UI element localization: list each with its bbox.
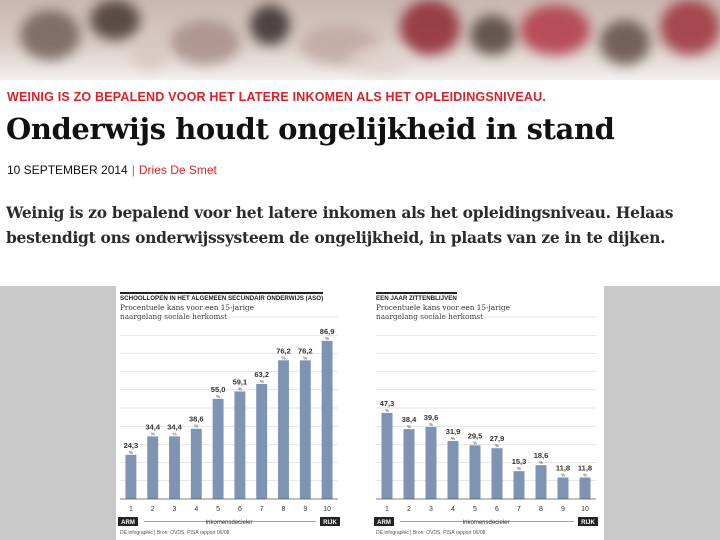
banner-photo-detail: [130, 40, 170, 70]
bar: [492, 448, 503, 499]
bar-value-label: 11,8: [577, 463, 593, 473]
bar-value-label: 15,3: [511, 457, 527, 467]
bar-unit-label: %: [560, 472, 566, 478]
bar-unit-label: %: [325, 335, 330, 341]
x-tick-label: 5: [473, 506, 477, 513]
bar-value-label: 24,3: [123, 440, 139, 450]
bar: [448, 441, 459, 499]
chart-zittenblijven-svg: [372, 289, 602, 539]
banner-photo-detail: [20, 10, 80, 60]
bar: [382, 413, 393, 499]
bar-value-label: 34,4: [145, 422, 161, 432]
bar-value-label: 39,6: [423, 412, 439, 422]
bar-value-label: 34,4: [167, 422, 182, 432]
bar: [147, 436, 158, 499]
banner-photo-detail: [350, 45, 410, 75]
x-tick-label: 3: [172, 506, 177, 513]
chart-aso-title: SCHOOLLOPEN IN HET ALGEMEEN SECUNDAIR ONDERWIJS (ASO): [120, 292, 323, 302]
bar: [256, 384, 267, 499]
bar: [169, 436, 180, 499]
bar: [580, 478, 591, 499]
banner-photo-detail: [660, 0, 720, 55]
banner-photo-detail: [470, 15, 515, 55]
end-label-arm: ARM: [377, 520, 391, 526]
bar-unit-label: %: [172, 431, 177, 437]
bar: [300, 360, 311, 499]
article-date: 10 SEPTEMBER 2014: [7, 163, 128, 177]
chart-aso-panel: [116, 289, 366, 539]
x-axis-label: Inkomensdecieler: [205, 520, 253, 526]
bar-value-label: 31,9: [445, 426, 461, 436]
bar-value-label: 18,6: [533, 451, 549, 461]
banner-photo-detail: [520, 5, 590, 55]
bar-unit-label: %: [428, 421, 434, 427]
byline-separator: |: [131, 163, 135, 177]
bar-unit-label: %: [237, 386, 242, 392]
x-axis-label: Inkomensdecieler: [462, 520, 510, 526]
bar-unit-label: %: [450, 435, 456, 441]
x-tick-label: 8: [539, 506, 543, 513]
bar-value-label: 55,0: [210, 384, 226, 394]
x-tick-label: 9: [561, 506, 565, 513]
x-tick-label: 2: [407, 506, 411, 513]
banner-photo-detail: [400, 0, 460, 55]
chart-zittenblijven-credit: DE infographic | Bron: OVDS, PISA rapport 06/08: [376, 530, 486, 536]
x-tick-label: 10: [581, 506, 589, 513]
bar-unit-label: %: [303, 355, 308, 361]
article-headline: Onderwijs houdt ongelijkheid in stand: [6, 112, 615, 146]
bar-unit-label: %: [582, 472, 588, 478]
bar-unit-label: %: [516, 466, 522, 472]
bar: [426, 427, 437, 499]
x-tick-label: 2: [150, 506, 155, 513]
infographic-side-right: [604, 286, 720, 540]
infographic-side-left: [0, 286, 116, 540]
end-label-arm: ARM: [121, 520, 135, 526]
banner-photo-detail: [90, 0, 140, 40]
x-tick-label: 3: [429, 506, 433, 513]
bar-value-label: 76,2: [297, 346, 313, 356]
x-tick-label: 4: [194, 506, 199, 513]
x-tick-label: 9: [303, 506, 308, 513]
article-kicker: WEINIG IS ZO BEPALEND VOOR HET LATERE INKOMEN ALS HET OPLEIDINGSNIVEAU.: [7, 90, 546, 104]
bar-value-label: 76,2: [276, 346, 291, 356]
banner-photo-detail: [170, 20, 240, 65]
bar-value-label: 47,3: [379, 398, 395, 408]
x-tick-label: 7: [259, 506, 264, 513]
x-tick-label: 6: [237, 506, 242, 513]
x-tick-label: 1: [385, 506, 389, 513]
x-tick-label: 6: [495, 506, 499, 513]
bar-unit-label: %: [150, 431, 155, 437]
bar-value-label: 38,6: [188, 414, 204, 424]
bar-value-label: 86,9: [319, 326, 335, 336]
bar-unit-label: %: [538, 460, 544, 466]
bar-value-label: 27,9: [489, 434, 505, 444]
bar-unit-label: %: [472, 440, 478, 446]
bar-value-label: 59,1: [232, 377, 248, 387]
end-label-rijk: RIJK: [581, 520, 595, 526]
chart-zittenblijven-title: EEN JAAR ZITTENBLIJVEN: [376, 292, 457, 302]
bar: [278, 360, 289, 499]
bar-value-label: 29,5: [467, 431, 483, 441]
x-tick-label: 10: [323, 506, 331, 513]
banner-photo-detail: [600, 20, 650, 65]
bar: [213, 399, 224, 499]
bar-unit-label: %: [406, 424, 412, 430]
bar: [322, 341, 333, 499]
bar-unit-label: %: [281, 355, 286, 361]
bar: [404, 429, 415, 499]
bar-unit-label: %: [128, 449, 133, 455]
bar: [514, 471, 525, 499]
chart-aso-subtitle: Procentuele kans voor een 15-jarige naargelang sociale herkomst: [120, 303, 254, 321]
bar: [470, 445, 481, 499]
x-tick-label: 7: [517, 506, 521, 513]
byline: [7, 163, 217, 177]
x-tick-label: 4: [451, 506, 455, 513]
chart-aso-credit: DE infographic | Bron: OVDS, PISA rapport 06/08: [120, 530, 230, 536]
chart-aso-svg: [116, 289, 366, 539]
x-tick-label: 5: [216, 506, 221, 513]
x-tick-label: 8: [281, 506, 286, 513]
bar: [558, 478, 569, 499]
bar: [125, 455, 136, 499]
chart-zittenblijven-subtitle: Procentuele kans voor een 15-jarige naargelang sociale herkomst: [376, 303, 510, 321]
end-label-rijk: RIJK: [323, 520, 337, 526]
banner-photo-detail: [250, 5, 290, 45]
bar-value-label: 11,8: [555, 463, 571, 473]
bar-unit-label: %: [216, 393, 221, 399]
bar: [191, 429, 202, 499]
bar: [234, 391, 245, 499]
infographic: [0, 286, 720, 540]
article-intro: Weinig is zo bepalend voor het latere inkomen als het opleidingsniveau. Helaas bestendigt ons onderwijssysteem de ongelijkheid, in plaats van ze in te dijken.: [6, 203, 674, 247]
bar-value-label: 63,2: [254, 369, 270, 379]
header-photo-banner: [0, 0, 720, 80]
bar-unit-label: %: [494, 443, 500, 449]
bar-value-label: 38,4: [401, 415, 417, 425]
bar-unit-label: %: [194, 423, 199, 429]
bar-unit-label: %: [384, 407, 390, 413]
chart-zittenblijven-panel: [372, 289, 602, 539]
bar-unit-label: %: [259, 378, 264, 384]
x-tick-label: 1: [128, 506, 133, 513]
bar: [536, 465, 547, 499]
author-link[interactable]: Dries De Smet: [138, 163, 217, 177]
